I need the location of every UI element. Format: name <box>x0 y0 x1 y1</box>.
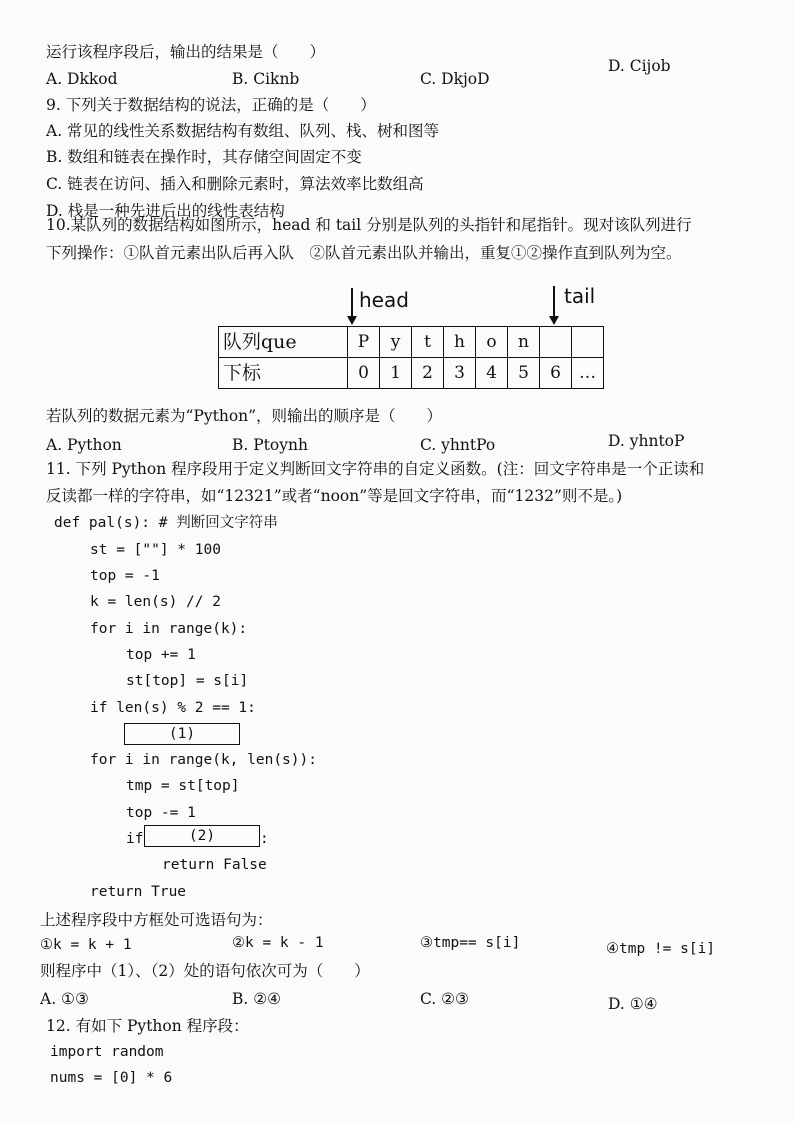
code-line-prefix: if <box>126 831 144 847</box>
head-arrow-icon <box>347 316 357 325</box>
queue-cell: y <box>380 327 412 358</box>
q11-choice-2: ②k = k - 1 <box>232 935 324 951</box>
q10-stem-line1: 10.某队列的数据结构如图所示，head 和 tail 分别是队列的头指针和尾指针。现对该队列进行 <box>46 216 692 234</box>
index-cell: 2 <box>412 358 444 389</box>
index-cell: 4 <box>476 358 508 389</box>
q8-option-b: B. Ciknb <box>232 70 300 88</box>
code-line: top += 1 <box>126 647 196 663</box>
q12-stem: 12. 有如下 Python 程序段： <box>46 1017 249 1035</box>
q8-option-d: D. Cijob <box>608 57 671 75</box>
q8-stem: 运行该程序段后，输出的结果是（ ） <box>46 43 326 61</box>
q10-option-c: C. yhntPo <box>420 436 496 454</box>
queue-cell: P <box>348 327 380 358</box>
q11-choice-3: ③tmp== s[i] <box>420 935 521 951</box>
q11-option-d: D. ①④ <box>608 995 658 1013</box>
q11-stem-line1: 11. 下列 Python 程序段用于定义判断回文字符串的自定义函数。(注：回文字符串是一个正读和 <box>46 460 705 478</box>
q10-option-d: D. yhntoP <box>608 432 685 450</box>
code-line: st = [""] * 100 <box>90 542 221 558</box>
code-line: top -= 1 <box>126 805 196 821</box>
code-line: for i in range(k, len(s)): <box>90 752 317 768</box>
q8-option-a: A. Dkkod <box>46 70 118 88</box>
index-cell: 6 <box>540 358 572 389</box>
code-line: k = len(s) // 2 <box>90 594 221 610</box>
q11-choice-4: ④tmp != s[i] <box>606 941 716 957</box>
queue-cell: t <box>412 327 444 358</box>
q9-option-c: C. 链表在访问、插入和删除元素时，算法效率比数组高 <box>46 175 424 193</box>
code-line: for i in range(k): <box>90 621 248 637</box>
tail-pointer-line <box>553 286 555 318</box>
queue-cell: h <box>444 327 476 358</box>
code-line: st[top] = s[i] <box>126 673 249 689</box>
q11-option-b: B. ②④ <box>232 990 282 1008</box>
q11-option-c: C. ②③ <box>420 990 469 1008</box>
code-line: return False <box>162 857 267 873</box>
queue-cell: n <box>508 327 540 358</box>
index-cell: … <box>572 358 604 389</box>
queue-table <box>218 326 604 389</box>
q9-stem: 9. 下列关于数据结构的说法，正确的是（ ） <box>46 96 376 114</box>
queue-cell <box>540 327 572 358</box>
queue-figure <box>218 284 618 394</box>
index-cell: 3 <box>444 358 476 389</box>
index-cell: 0 <box>348 358 380 389</box>
queue-cell: o <box>476 327 508 358</box>
code-line-suffix: : <box>260 831 269 847</box>
code-line: nums = [0] * 6 <box>50 1070 173 1086</box>
code-line: def pal(s): # 判断回文字符串 <box>54 515 278 531</box>
code-line: if len(s) % 2 == 1: <box>90 700 256 716</box>
index-cell: 5 <box>508 358 540 389</box>
blank-2-box: (2) <box>144 825 260 847</box>
q10-option-a: A. Python <box>46 436 122 454</box>
q8-option-c: C. DkjoD <box>420 70 490 88</box>
q11-stem-line2: 反读都一样的字符串，如“12321”或者“noon”等是回文字符串，而“1232”则不是。) <box>46 487 623 505</box>
q11-choices-intro: 上述程序段中方框处可选语句为： <box>40 911 273 929</box>
code-line: top = -1 <box>90 568 160 584</box>
queue-cell <box>572 327 604 358</box>
q10-question: 若队列的数据元素为“Python”，则输出的顺序是（ ） <box>46 407 443 425</box>
tail-arrow-icon <box>549 316 559 325</box>
q9-option-b: B. 数组和链表在操作时，其存储空间固定不变 <box>46 148 362 166</box>
index-row-header: 下标 <box>219 358 348 389</box>
head-label: head <box>359 288 409 312</box>
tail-label: tail <box>564 284 596 308</box>
blank-1-box: (1) <box>124 723 240 745</box>
q9-option-d: D. 栈是一种先进后出的线性表结构 <box>46 202 285 220</box>
code-line: tmp = st[top] <box>126 778 240 794</box>
q11-option-a: A. ①③ <box>40 990 89 1008</box>
q10-option-b: B. Ptoynh <box>232 436 308 454</box>
index-row <box>219 358 604 389</box>
code-line: return True <box>90 884 187 900</box>
queue-row <box>219 327 604 358</box>
head-pointer-line <box>351 288 353 318</box>
q10-stem-line2: 下列操作：①队首元素出队后再入队 ②队首元素出队并输出，重复①②操作直到队列为空。 <box>46 244 682 262</box>
queue-row-header: 队列que <box>219 327 348 358</box>
q11-question: 则程序中（1）、（2）处的语句依次可为（ ） <box>40 962 370 980</box>
q9-option-a: A. 常见的线性关系数据结构有数组、队列、栈、树和图等 <box>46 122 440 140</box>
q11-choice-1: ①k = k + 1 <box>40 937 132 953</box>
index-cell: 1 <box>380 358 412 389</box>
code-line: import random <box>50 1044 164 1060</box>
